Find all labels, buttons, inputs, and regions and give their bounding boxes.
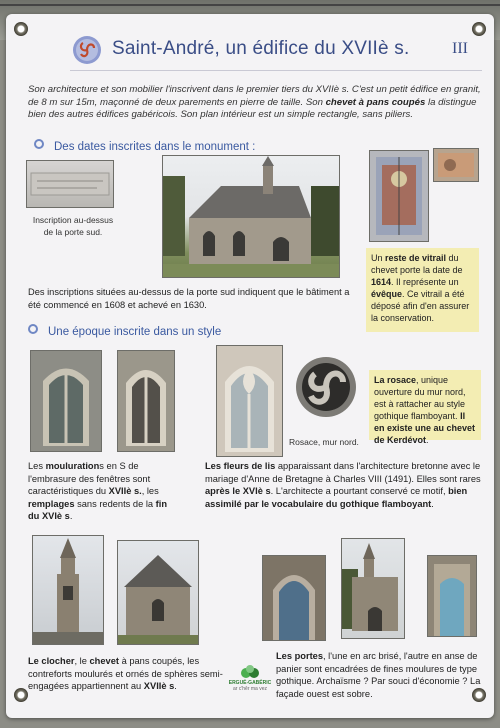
mouluration-paragraph: Les moulurations en S de l'embrasure des fenêtres sont caractéristiques du XVIIè s., les remplages sans redents de la fin du XVIè s. — [28, 461, 168, 521]
stained-glass-detail-photo — [433, 148, 479, 182]
clocher-photo — [32, 535, 104, 645]
panel-number: III — [452, 40, 468, 57]
inscription-stone-icon — [27, 161, 113, 207]
chapel-photo — [162, 155, 340, 278]
hanging-wire — [0, 4, 500, 6]
page-title: Saint-André, un édifice du XVIIè s. — [112, 38, 410, 59]
chevet-icon — [118, 541, 198, 644]
bell-tower-icon — [33, 536, 103, 644]
intro-paragraph: Son architecture et son mobilier l'inscrivent dans le premier tiers du XVIIè s. C'est un petit édifice en granit, de 8 m sur 15m, maçonné de deux parements en pierre de taille. Son chevet à pans coupés la distingue bien des autres édifices gabéricois. Son plan intérieur est un simple rectangle, sans piliers. — [28, 84, 481, 120]
grommet-bottom-left — [14, 688, 28, 702]
rosace-note: La rosace, unique ouverture du mur nord, est à rattacher au style gothique flamboyant. Il en existe une au chevet de Kerdévot. — [369, 370, 481, 440]
rosace-caption: Rosace, mur nord. — [289, 437, 359, 447]
section-heading-dates: Des dates inscrites dans le monument : — [34, 139, 255, 153]
flamboyant-window-icon — [217, 346, 282, 456]
window-photo-1 — [30, 350, 102, 452]
grommet-top-left — [14, 22, 28, 36]
inscription-photo — [26, 160, 114, 208]
inscription-caption: Inscription au-dessus de la porte sud. — [32, 215, 114, 237]
vitrail-note: Un reste de vitrail du chevet porte la date de 1614. Il représente un évêque. Ce vitrail a été déposé afin d'en assurer la conservation. — [366, 248, 479, 332]
vitrail-detail-icon — [434, 149, 478, 181]
triskel-logo-icon — [72, 35, 102, 65]
window-photo-2 — [117, 350, 175, 452]
clocher-paragraph: Le clocher, le chevet à pans coupés, les contreforts moulurés et ornés de sphères semi-engagées appartiennent au XVIIè s. — [28, 656, 223, 691]
rosace-icon — [295, 356, 357, 418]
door-photo-1 — [262, 555, 326, 641]
facade-photo — [341, 538, 405, 639]
window-icon — [31, 351, 101, 451]
bullet-icon — [28, 324, 38, 334]
west-facade-icon — [342, 539, 404, 638]
section-heading-style: Une époque inscrite dans un style — [28, 324, 221, 338]
door-arch-icon — [263, 556, 325, 640]
stained-glass-photo — [369, 150, 429, 242]
fleurs-de-lis-paragraph: Les fleurs de lis apparaissant dans l'architecture bretonne avec le mariage d'Anne de Bretagne à Charles VIII (1491). Elles sont rares après le XVIè s. L'architecte a pourtant conservé ce motif, bien assimilé par le vocabulaire du gothique flamboyant. — [205, 461, 481, 509]
dates-paragraph: Des inscriptions situées au-dessus de la porte sud indiquent que le bâtiment a été commencé en 1608 et achevé en 1630. — [28, 287, 350, 310]
chapel-illustration — [163, 156, 339, 277]
door-basket-arch-icon — [428, 556, 476, 636]
portes-paragraph: Les portes, l'une en arc brisé, l'autre en anse de panier sont encadrées de fines moulures de type gothique. Archaïsme ? Par souci d'économie ? La façade ouest est sobre. — [276, 651, 481, 699]
chevet-photo — [117, 540, 199, 645]
ergue-gaberic-logo-icon — [240, 664, 260, 680]
fleur-de-lis-window-photo — [216, 345, 283, 457]
footer-brand: ERGUÉ-GABÉRIC ar c'hêr ma vez — [228, 680, 272, 692]
window-tracery-icon — [118, 351, 174, 451]
stained-glass-icon — [370, 151, 428, 241]
door-photo-2 — [427, 555, 477, 637]
bullet-icon — [34, 139, 44, 149]
